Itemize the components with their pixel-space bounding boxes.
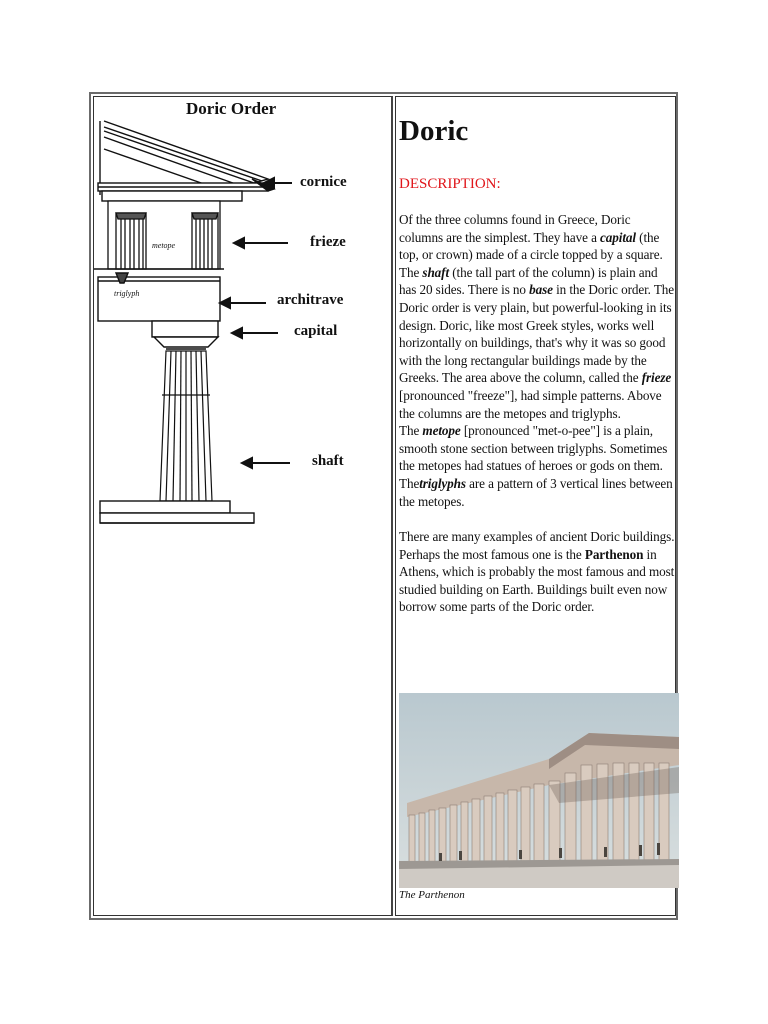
description-label-text: DESCRIPTION (399, 176, 497, 192)
article-cell (395, 96, 676, 916)
p1-text-a: Of the three columns found in Greece, Doric columns are the simplest. They have a (399, 212, 631, 245)
term-frieze: frieze (641, 370, 672, 386)
shaft-label: shaft (312, 453, 344, 469)
cornice-label: cornice (300, 174, 347, 190)
description-label (399, 176, 501, 193)
term-triglyphs: triglyphs (419, 475, 466, 491)
term-capital: capital (600, 229, 636, 245)
frieze-arrow (234, 238, 288, 248)
p3-text-c: in Athens, which is probably the most famous and most studied building on Earth. Buildings built even now borrow some parts of the Doric order. (399, 546, 675, 615)
paragraph-3 (399, 528, 677, 616)
p1-text-g: in the Doric order. The Doric order is very plain, but powerful-looking in its design. Doric, like most Greek styles, works well horizontally on buildings, that's why it was so good with the long rectangular buildings made by the Greeks. The area above the column, called the (399, 282, 675, 386)
p1-text-c: (the top, or crown) made of a circle topped by a square. The (399, 229, 663, 280)
diagram-cell (93, 96, 393, 916)
content-table (89, 92, 678, 920)
architrave-arrow (220, 298, 266, 308)
shaft-arrow (242, 458, 290, 468)
metope-label: metope (152, 241, 176, 250)
diagram-title: Doric Order (186, 99, 277, 118)
p2-text-e: are a pattern of 3 vertical lines between the metopes. (399, 475, 673, 509)
paragraph-2 (399, 422, 677, 510)
capital-block (152, 321, 218, 349)
triglyph-label: triglyph (114, 289, 140, 298)
base-steps (100, 501, 254, 523)
parthenon-photo-image (399, 693, 679, 888)
p1-text-i: [pronounced "freeze"], had simple patterns. Above the columns are the metopes and triglyphs. (399, 387, 662, 421)
capital-arrow (232, 328, 278, 338)
term-parthenon: Parthenon (584, 546, 644, 562)
cornice-block (98, 179, 274, 201)
term-metope: metope (422, 423, 461, 439)
description-label-colon: : (496, 176, 501, 192)
p2-text-c: [pronounced "met-o-pee"] is a plain, smooth stone section between triglyphs. Sometimes the metopes had statues of heroes or gods on them. The (399, 423, 668, 491)
p1-text-e: (the tall part of the column) is plain and has 20 sides. There is no (399, 264, 658, 298)
article-body (399, 211, 677, 616)
term-shaft: shaft (422, 264, 450, 280)
frieze-block (108, 201, 220, 269)
photo-caption: The Parthenon (399, 889, 465, 901)
parthenon-photo (399, 693, 679, 888)
doric-order-diagram (94, 97, 392, 537)
architrave-label: architrave (277, 292, 344, 308)
p3-text-a: There are many examples of ancient Doric buildings. Perhaps the most famous one is the (399, 529, 675, 562)
term-base: base (529, 282, 553, 298)
capital-label: capital (294, 323, 338, 339)
p2-text-a: The (399, 423, 423, 439)
article-title: Doric (399, 115, 469, 147)
frieze-label: frieze (310, 234, 346, 250)
shaft-block (160, 351, 212, 501)
paragraph-gap (399, 510, 677, 528)
paragraph-1 (399, 211, 677, 422)
